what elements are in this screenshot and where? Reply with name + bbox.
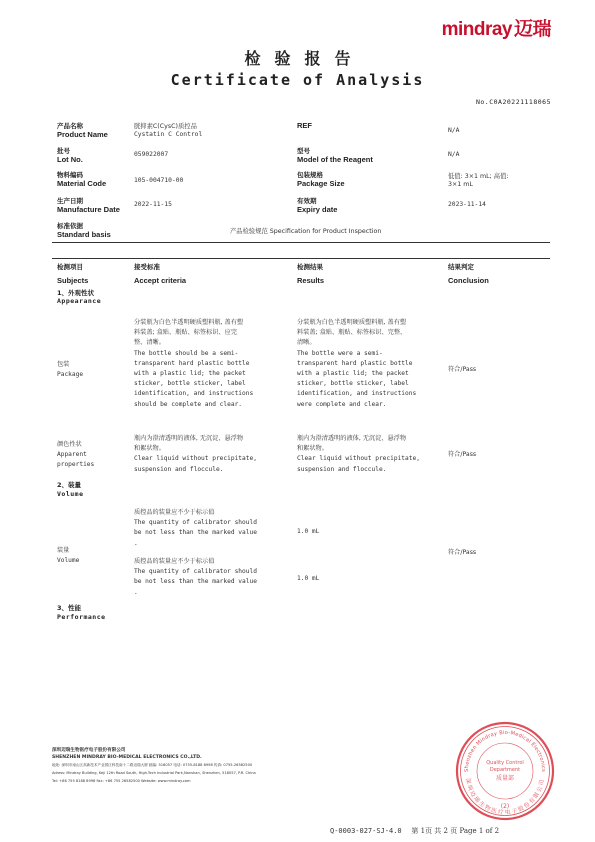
material-code-value: 105-004710-00: [134, 177, 184, 184]
package-size-value-2: 3×1 mL: [448, 181, 473, 188]
package-subject-cn: 包装: [57, 361, 70, 368]
package-result-line: transparent hard plastic bottle: [297, 359, 413, 367]
package-criteria-line: The bottle should be a semi-: [134, 349, 239, 357]
title-en: Certificate of Analysis: [170, 71, 425, 89]
color-criteria-line: 瓶内为澄清透明的液体, 无沉淀、悬浮物: [134, 435, 244, 442]
package-criteria-line: identification, and instructions: [134, 390, 254, 398]
volume-criteria-line: be not less than the marked value: [134, 578, 257, 586]
volume-subject-line: Volume: [57, 557, 80, 565]
col-subjects-en: Subjects: [57, 276, 89, 285]
color-result: [297, 434, 420, 475]
model-label-en: Model of the Reagent: [297, 155, 373, 164]
col-criteria-en: Accept criteria: [134, 276, 187, 285]
section-performance-cn: 3、性能: [57, 604, 82, 612]
package-criteria-line: 料装盖; 盒贴、瓶贴、标签标识、应完: [134, 329, 238, 337]
product-name-label-en: Product Name: [57, 130, 108, 139]
material-code-label-en: Material Code: [57, 179, 107, 188]
package-criteria: [134, 318, 253, 410]
manufacture-date-label-cn: 生产日期: [57, 197, 83, 205]
package-conclusion: 符合/Pass: [448, 366, 477, 373]
volume-conclusion: 符合/Pass: [448, 549, 477, 556]
package-result-line: The bottle were a semi-: [297, 349, 383, 357]
section-volume-en: Volume: [57, 490, 84, 498]
volume-result-1: 1.0 mL: [297, 528, 320, 535]
color-conclusion: 符合/Pass: [448, 451, 477, 458]
material-code-label-cn: 物料编码: [57, 171, 83, 179]
package-result-line: 清晰。: [297, 339, 316, 347]
standard-basis-value: 产品检验规范 Specification for Product Inspection: [230, 228, 382, 235]
header-divider: [52, 242, 550, 243]
col-results-cn: 检测结果: [297, 263, 323, 271]
seal-center-text-1: Quality Control: [486, 760, 524, 766]
footer-company-en: SHENZHEN MINDRAY BIO-MEDICAL ELECTRONICS CO.,LTD.: [52, 755, 202, 760]
volume-criteria-line: be not less than the marked value: [134, 529, 257, 537]
color-subject-line: properties: [57, 461, 95, 469]
footer-contact: Tel: +86 755 8188 8998 Fax: +86 755 26582500 Website: www.mindray.com: [52, 779, 191, 783]
model-value: N/A: [448, 151, 460, 158]
standard-basis-label-en: Standard basis: [57, 230, 111, 239]
col-subjects-cn: 检测项目: [57, 263, 83, 271]
ref-label: REF: [297, 121, 312, 130]
col-conclusion-en: Conclusion: [448, 276, 489, 285]
seal-bottom-text: 深圳迈瑞生物医疗电子股份有限公司: [464, 777, 546, 817]
package-criteria-line: 分装瓶为白色半透明硬质塑料瓶, 盖有塑: [134, 319, 244, 326]
lot-no-label-en: Lot No.: [57, 155, 83, 164]
package-result-line: identification, and instructions: [297, 390, 417, 398]
footer-company-cn: 深圳迈瑞生物医疗电子股份有限公司: [52, 748, 126, 753]
model-label-cn: 型号: [297, 147, 310, 155]
package-result-line: were complete and clear.: [297, 400, 387, 408]
color-criteria: [134, 434, 257, 475]
package-result: [297, 318, 416, 410]
product-name-value-en: Cystatin C Control: [134, 131, 203, 138]
company-seal-stamp: [454, 720, 556, 822]
volume-result-2: 1.0 mL: [297, 575, 320, 582]
document-number: No.C0A20221118065: [475, 98, 551, 106]
volume-criteria-line: 质控品的装量应不少于标示值: [134, 509, 215, 516]
lot-no-value: 059022007: [134, 151, 169, 158]
col-conclusion-cn: 结果判定: [448, 263, 474, 271]
product-name-value-cn: 胱抑素C(CysC)质控品: [134, 123, 197, 130]
volume-criteria-line: 质控品的装量应不少于标示值: [134, 558, 215, 565]
section-performance-en: Performance: [57, 613, 106, 621]
manufacture-date-label-en: Manufacture Date: [57, 205, 120, 214]
volume-criteria-2: [134, 557, 257, 598]
color-criteria-line: 和絮状物。: [134, 445, 165, 453]
package-criteria-line: 整、清晰。: [134, 339, 165, 347]
package-result-line: sticker, bottle sticker, label: [297, 380, 409, 388]
col-criteria-cn: 接受标准: [134, 263, 160, 271]
manufacture-date-value: 2022-11-15: [134, 201, 172, 208]
volume-criteria-line: The quantity of calibrator should: [134, 519, 257, 527]
doc-code: Q-0003-027-SJ-4.0: [330, 827, 402, 835]
package-subject-en: Package: [57, 371, 84, 378]
seal-center-text-2: Department: [489, 767, 521, 773]
section-appearance-en: Appearance: [57, 297, 102, 305]
standard-basis-label-cn: 标准依据: [57, 222, 83, 230]
package-criteria-line: with a plastic lid; the packet: [134, 370, 246, 378]
seal-top-text: Shenzhen Mindray Bio-Medical Electronics: [463, 729, 547, 773]
expiry-label-en: Expiry date: [297, 205, 338, 214]
volume-criteria-line: .: [134, 588, 138, 596]
package-size-label-cn: 包装规格: [297, 171, 323, 179]
title-cn: 检验报告: [244, 49, 365, 68]
page-number: 第 1页 共 2 页 Page 1 of 2: [411, 827, 500, 835]
mindray-logo: [440, 14, 551, 41]
color-subject: [57, 440, 94, 471]
page-footer: [330, 826, 499, 836]
package-criteria-line: should be complete and clear.: [134, 400, 243, 408]
col-results-en: Results: [297, 276, 325, 285]
expiry-label-cn: 有效期: [297, 197, 317, 205]
color-criteria-line: suspension and floccule.: [134, 465, 224, 473]
volume-subject-line: 装量: [57, 547, 70, 554]
color-subject-line: 颜色性状: [57, 441, 82, 448]
section-volume-cn: 2、装量: [57, 481, 82, 489]
logo-cn: 迈瑞: [513, 19, 551, 40]
seal-number: (2): [500, 803, 510, 810]
color-subject-line: Apparent: [57, 451, 87, 459]
ref-value: N/A: [448, 127, 460, 134]
package-result-line: 分装瓶为白色半透明硬质塑料瓶, 盖有塑: [297, 319, 407, 326]
package-size-label-en: Package Size: [297, 179, 345, 188]
volume-criteria-line: .: [134, 539, 138, 547]
color-result-line: suspension and floccule.: [297, 465, 387, 473]
volume-criteria-line: The quantity of calibrator should: [134, 568, 257, 576]
expiry-value: 2023-11-14: [448, 201, 486, 208]
lot-no-label-cn: 批号: [57, 147, 70, 155]
volume-criteria-1: [134, 508, 257, 549]
color-result-line: 瓶内为澄清透明的液体, 无沉淀、悬浮物: [297, 435, 407, 442]
color-result-line: Clear liquid without precipitate,: [297, 455, 420, 463]
color-criteria-line: Clear liquid without precipitate,: [134, 455, 257, 463]
footer-address-cn: 地址: 深圳市南山区高新技术产业园区科技南十二路迈瑞大厦 邮编: 518057 电话: 0755-8188 8998 传真: 0755-26582500: [52, 763, 253, 767]
logo-latin: mindray: [441, 19, 512, 40]
volume-subject: [57, 546, 79, 566]
color-result-line: 和絮状物。: [297, 445, 328, 453]
package-result-line: 料装盖; 盒贴、瓶贴、标签标识、完整、: [297, 329, 407, 337]
package-criteria-line: sticker, bottle sticker, label: [134, 380, 246, 388]
footer-address-en: Adress: Mindray Building, Keji 12th Road South, High-Tech Industrial Park,Nanshan, Shenzhen, 518057, P.R. China: [52, 771, 256, 775]
package-size-value-1: 低值: 3×1 mL; 高值:: [448, 173, 509, 180]
product-name-label-cn: 产品名称: [57, 122, 83, 130]
seal-center-cn: 质量部: [495, 775, 515, 782]
table-top-divider: [52, 258, 550, 259]
package-criteria-line: transparent hard plastic bottle: [134, 359, 250, 367]
section-appearance-cn: 1、外观性状: [57, 289, 95, 297]
package-result-line: with a plastic lid; the packet: [297, 370, 409, 378]
